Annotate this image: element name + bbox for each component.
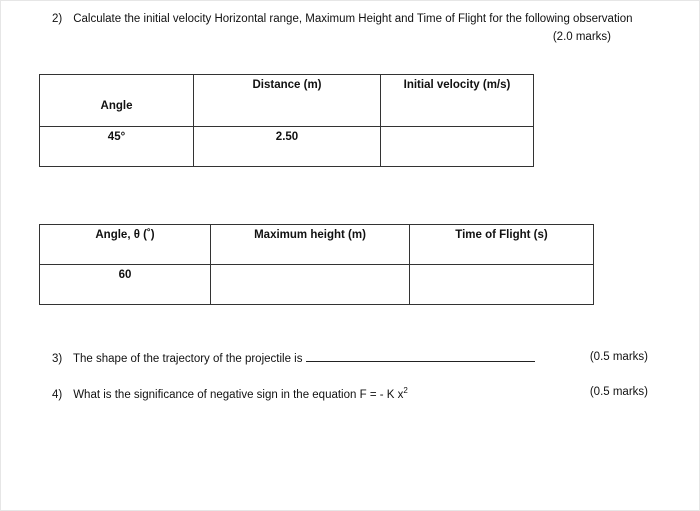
table-1-cell-initial-velocity[interactable] (381, 127, 534, 167)
table-2-header-angle: Angle, θ (˚) (40, 225, 211, 265)
question-3-marks: (0.5 marks) (589, 351, 648, 363)
table-1-header-row (40, 75, 534, 127)
question-3-number: 3) (52, 353, 63, 365)
question-2-marks: (2.0 marks) (552, 31, 611, 43)
question-3-text: The shape of the trajectory of the projectile is (73, 353, 303, 365)
table-row (40, 265, 594, 305)
observation-table-1 (39, 74, 534, 167)
table-2-header-time-of-flight: Time of Flight (s) (410, 225, 594, 265)
question-2-text: Calculate the initial velocity Horizontal range, Maximum Height and Time of Flight for the following observation (73, 13, 633, 25)
question-4-text: What is the significance of negative sign in the equation F = - K x (73, 388, 404, 401)
question-4-marks: (0.5 marks) (589, 386, 648, 398)
question-4-number: 4) (52, 388, 63, 401)
question-4-superscript: 2 (403, 386, 408, 395)
question-4 (52, 386, 408, 401)
observation-table-2 (39, 224, 594, 305)
table-2-header-maximum-height: Maximum height (m) (211, 225, 410, 265)
answer-blank[interactable] (306, 351, 535, 362)
question-2-number: 2) (52, 13, 63, 25)
table-1-cell-distance: 2.50 (194, 127, 381, 167)
table-2-cell-time-of-flight[interactable] (410, 265, 594, 305)
table-row (40, 127, 534, 167)
question-3 (52, 351, 535, 365)
table-2-cell-maximum-height[interactable] (211, 265, 410, 305)
question-2 (52, 13, 633, 25)
table-1-header-initial-velocity: Initial velocity (m/s) (381, 75, 534, 127)
table-2-cell-angle: 60 (40, 265, 211, 305)
table-1-cell-angle: 45° (40, 127, 194, 167)
table-1-header-angle: Angle (40, 75, 194, 127)
table-1-header-distance: Distance (m) (194, 75, 381, 127)
table-2-header-row (40, 225, 594, 265)
